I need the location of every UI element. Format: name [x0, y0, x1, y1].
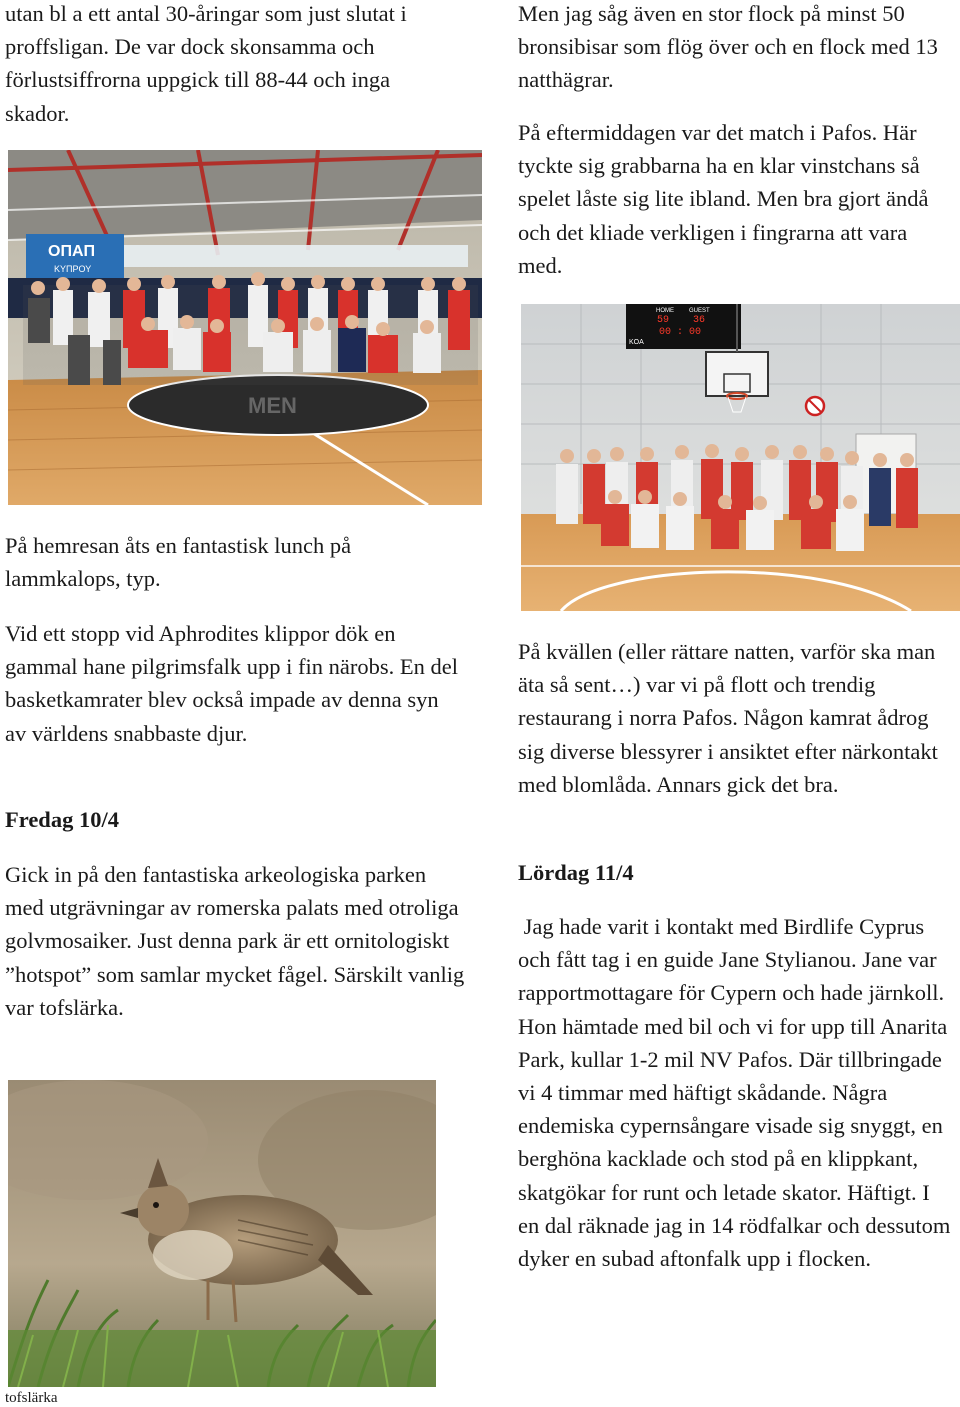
paragraph-aphrodite: Vid ett stopp vid Aphrodites klippor dök en gammal hane pilgrimsfalk upp i fin närobs. En del basketkamrater blev också impade av denna syn av världens snabbaste djur. — [5, 621, 459, 746]
scoreboard-clock: 00 : 00 — [659, 327, 702, 338]
scoreboard-brand: KOA — [629, 339, 644, 346]
paragraph-pafos-match: På eftermiddagen var det match i Pafos. Här tyckte sig grabbarna ha en klar vinstchans så spelet låste sig lite ibland. Men bra gjort ändå och det kliade verkligen i fingrarna att vara med. — [518, 120, 929, 278]
paragraph-birdlife: Jag hade varit i kontakt med Birdlife Cyprus och fått tag i en guide Jane Stylianou. Jane var rapportmottagare för Cypern och hade järnkoll. Hon hämtade med bil och vi for upp till Anarita Park, kullar 1-2 mil NV Pafos. Där tillbringade vi 4 timmar med häftigt skådande. Några endemiska cypernsångare visade sig snyggt, en berghöna kacklade och stod på en klippkant, skatgökar for runt och letade skator. Häftigt. I en dal räknade jag in 14 rödfalkar och dessutom dyker en subad aftonfalk upp i flocken. — [518, 914, 956, 1272]
scoreboard-guest-score: 36 — [693, 315, 706, 326]
scoreboard-home-label: HOME — [656, 308, 674, 314]
banner-sub-text: ΚΥΠΡΟΥ — [54, 264, 92, 274]
paragraph-intro: utan bl a ett antal 30-åringar som just slutat i proffsligan. De var dock skonsamma och förlustsiffrorna uppgick till 88-44 och inga skador. — [5, 1, 407, 126]
paragraph-lunch: På hemresan åts en fantastisk lunch på lammkalops, typ. — [5, 533, 352, 592]
paragraph-ibis: Men jag såg även en stor flock på minst 50 bronsibisar som flög över och en flock med 13 natthägrar. — [518, 1, 938, 93]
scoreboard-home-score: 59 — [657, 315, 670, 326]
paragraph-evening: På kvällen (eller rättare natten, varför ska man äta så sent…) var vi på flott och trendig restaurang i norra Pafos. Någon kamrat ådrog sig diverse blessyrer i ansiktet efter närkontakt med blomlåda. Annars gick det bra. — [518, 639, 938, 797]
crested-lark-photo — [8, 1080, 436, 1387]
team-photo-2 — [521, 304, 960, 611]
paragraph-park: Gick in på den fantastiska arkeologiska parken med utgrävningar av romerska palats med otroliga golvmosaiker. Just denna park är ett ornitologiskt ”hotspot” som samlar mycket fågel. Särskilt vanlig var tofslärka. — [5, 862, 465, 1020]
banner-brand-text: ΟΠΑΠ — [48, 243, 96, 260]
heading-saturday: Lördag 11/4 — [518, 860, 634, 885]
court-logo-text: MEN — [248, 393, 297, 418]
caption-lark: tofslärka — [5, 1390, 58, 1406]
heading-friday: Fredag 10/4 — [5, 807, 119, 832]
team-photo-1 — [8, 150, 482, 505]
scoreboard-guest-label: GUEST — [689, 308, 710, 314]
